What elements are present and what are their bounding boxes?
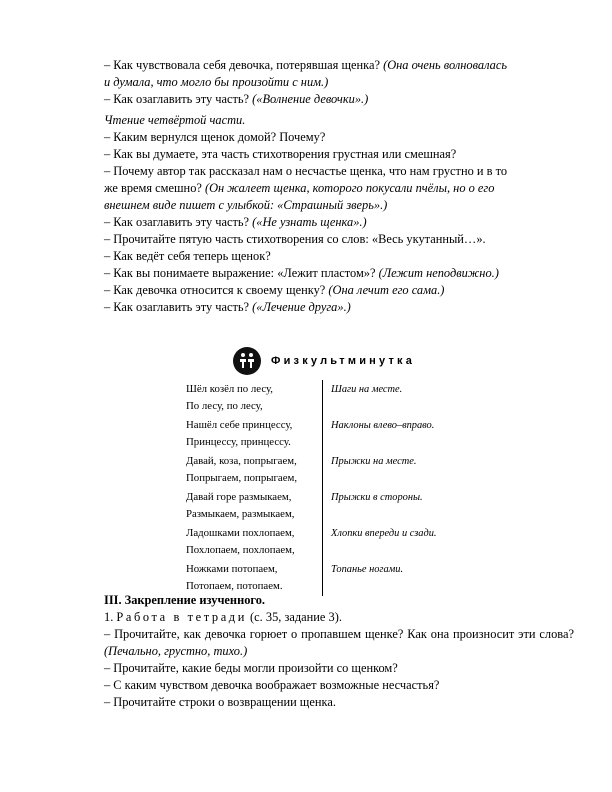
section-caption: Чтение четвёртой части. bbox=[104, 113, 246, 127]
section-block bbox=[104, 592, 574, 711]
fizminutka-title: Физкультминутка bbox=[271, 355, 416, 367]
fizminutka-table bbox=[186, 380, 486, 596]
text-line: – Как чувствовала себя девочка, потерявшая щенка? (Она очень волновалась bbox=[104, 58, 507, 72]
text-line: – Почему автор так рассказал нам о несчастье щенка, что нам грустно и в то bbox=[104, 164, 508, 178]
text-line: – Прочитайте, как девочка горюет о пропавшем щенке? Как она произносит эти слова? (Печально, грустно, тихо.) bbox=[104, 627, 574, 658]
text-line: же время смешно? (Он жалеет щенка, которого покусали пчёлы, но о его bbox=[104, 181, 495, 195]
table-row bbox=[186, 380, 486, 416]
verse-cell: Давай, коза, попрыгаем, Попрыгаем, попрыгаем, bbox=[186, 455, 298, 484]
table-row bbox=[186, 416, 486, 452]
text-line: – Прочитайте, какие беды могли произойти со щенком? bbox=[104, 661, 398, 675]
text-line: и думала, что могло бы произойти с ним.) bbox=[104, 75, 329, 89]
action-cell: Хлопки впереди и сзади. bbox=[322, 524, 481, 560]
verse-cell: Ладошками похлопаем, Похлопаем, похлопаем, bbox=[186, 527, 295, 556]
text-line: – Как вы думаете, эта часть стихотворения грустная или смешная? bbox=[104, 147, 457, 161]
text-line: – Как озаглавить эту часть? («Волнение девочки».) bbox=[104, 92, 369, 106]
action-cell: Наклоны влево–вправо. bbox=[322, 416, 481, 452]
text-line: – С каким чувством девочка воображает возможные несчастья? bbox=[104, 678, 440, 692]
text-line: – Прочитайте пятую часть стихотворения со слов: «Весь укутанный…». bbox=[104, 232, 486, 246]
table-row bbox=[186, 524, 486, 560]
table-row bbox=[186, 452, 486, 488]
verse-cell: Шёл козёл по лесу, По лесу, по лесу, bbox=[186, 383, 274, 412]
action-cell: Прыжки в стороны. bbox=[322, 488, 481, 524]
table-row bbox=[186, 488, 486, 524]
table-row bbox=[186, 560, 486, 596]
text-line: – Как озаглавить эту часть? («Не узнать щенка».) bbox=[104, 215, 367, 229]
verse-cell: Ножками потопаем, Потопаем, потопаем. bbox=[186, 563, 283, 592]
action-cell: Шаги на месте. bbox=[322, 380, 481, 416]
section-heading: III. Закрепление изученного. bbox=[104, 593, 266, 607]
fizminutka-header bbox=[233, 345, 415, 377]
action-cell: Прыжки на месте. bbox=[322, 452, 481, 488]
text-line: – Как озаглавить эту часть? («Лечение друга».) bbox=[104, 300, 351, 314]
text-line: – Прочитайте строки о возвращении щенка. bbox=[104, 695, 336, 709]
text-line: внешнем виде пишет с улыбкой: «Страшный зверь».) bbox=[104, 198, 388, 212]
text-line: – Как ведёт себя теперь щенок? bbox=[104, 249, 271, 263]
task-line: 1. Работа в тетради (с. 35, задание 3). bbox=[104, 610, 342, 624]
action-cell: Топанье ногами. bbox=[322, 560, 481, 596]
dialogue-block bbox=[104, 57, 574, 316]
text-line: – Как вы понимаете выражение: «Лежит пластом»? (Лежит неподвижно.) bbox=[104, 266, 499, 280]
two-figures-icon bbox=[233, 347, 261, 375]
verse-cell: Давай горе размыкаем, Размыкаем, размыкаем, bbox=[186, 491, 295, 520]
text-line: – Как девочка относится к своему щенку? (Она лечит его сама.) bbox=[104, 283, 445, 297]
text-line: – Каким вернулся щенок домой? Почему? bbox=[104, 130, 326, 144]
verse-cell: Нашёл себе принцессу, Принцессу, принцессу. bbox=[186, 419, 293, 448]
